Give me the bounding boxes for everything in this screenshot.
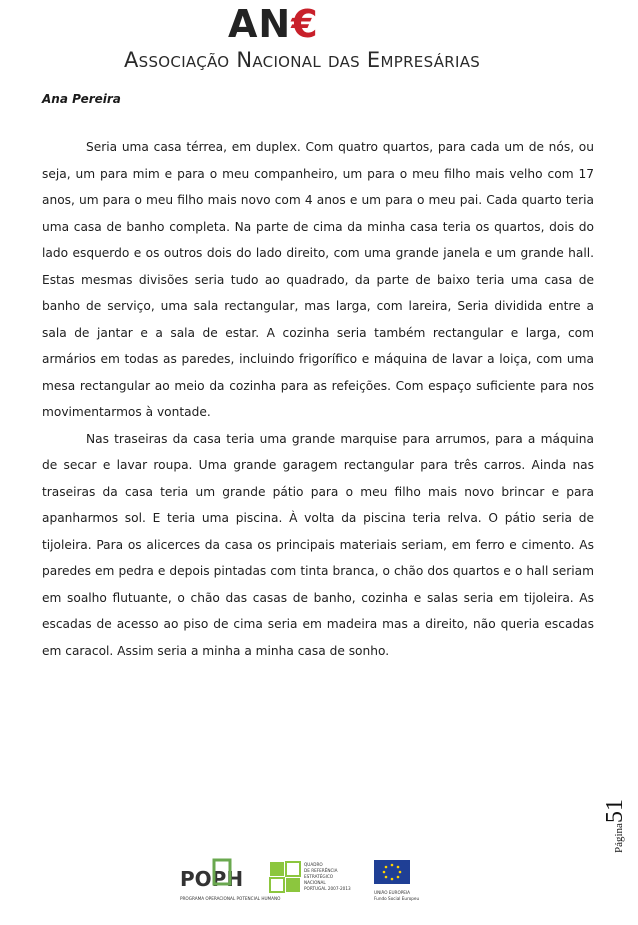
qren-logo [268, 856, 366, 912]
qren-line-5: PORTUGAL 2007-2013 [304, 886, 351, 891]
page-label-word: Página [613, 823, 625, 853]
qren-line-2: DE REFERÊNCIA [304, 868, 338, 873]
qren-line-3: ESTRATÉGICO [304, 874, 334, 879]
logo-text: AN [228, 2, 292, 46]
paragraph-2: Nas traseiras da casa teria uma grande marquise para arrumos, para a máquina de secar e lavar roupa. Uma grande garagem rectangular para três carros. Ainda nas traseiras da casa teria um grande pátio para o meu filho mais novo brincar e para apanharmos sol. E teria uma piscina. À volta da piscina teria relva. O pátio seria de tijoleira. Para os alicerces da casa os principais materiais seriam, em ferro e cimento. As paredes em pedra e depois pintadas com tinta branca, o chão dos quartos e o hall seriam em soalho flutuante, o chão das casas de banho, cozinha e salas seria em tijoleira. As escadas de acesso ao piso de cima seria em madeira mas a direito, não queria escadas em caracol. Assim seria a minha a minha casa de sonho. [42, 431, 594, 658]
qren-line-4: NACIONAL [304, 880, 326, 885]
page-number [596, 785, 636, 855]
paragraph-1: Seria uma casa térrea, em duplex. Com quatro quartos, para cada um de nós, ou seja, um para mim e para o meu companheiro, um para o meu filho mais velho com 17 anos, um para o meu filho mais novo com 4 anos e um para o meu pai. Cada quarto teria uma casa de banho completa. Na parte de cima da minha casa teria os quartos, dois do lado esquerdo e os outros dois do lado direito, com uma grande janela e um grande hall. Estas mesmas divisões seria tudo ao quadrado, da parte de baixo teria uma casa de banho de serviço, uma sala rectangular, mas larga, com lareira, Seria dividida entre a sala de jantar e a sala de estar. A cozinha seria também rectangular e larga, com armários em todas as paredes, incluindo frigorífico e máquina de lavar a loiça, com uma mesa rectangular ao meio da cozinha para as refeições. Com espaço suficiente para nos movimentarmos à vontade. [42, 140, 594, 419]
qren-line-1: QUADRO [304, 862, 323, 867]
page-header [0, 0, 638, 80]
poph-logo [178, 856, 281, 912]
logo-accent: € [291, 2, 319, 46]
document-body [42, 134, 594, 664]
eu-line-1: UNIÃO EUROPEIA [374, 890, 411, 895]
eu-line-2: Fundo Social Europeu [374, 896, 420, 901]
footer-logos [178, 856, 438, 914]
association-name: Associação Nacional das Empresárias [124, 48, 481, 72]
eu-flag-logo [372, 856, 438, 912]
poph-label: POPH [180, 867, 244, 891]
ane-logo [228, 2, 319, 46]
author-name: Ana Pereira [42, 92, 121, 106]
page-number-value: 51 [602, 799, 628, 824]
poph-caption: PROGRAMA OPERACIONAL POTENCIAL HUMANO [180, 896, 281, 901]
